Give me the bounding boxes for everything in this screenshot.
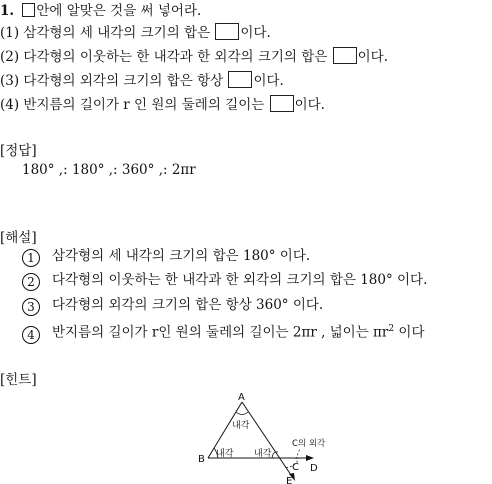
answer-blank[interactable] xyxy=(333,47,357,64)
explanation-text: 다각형의 이웃하는 한 내각과 한 외각의 크기의 합은 180° 이다. xyxy=(52,272,428,288)
answer-blank[interactable] xyxy=(270,95,294,112)
angle-arc-a xyxy=(236,412,248,415)
answer-header: [정답] xyxy=(0,143,37,159)
circled-number: 2 xyxy=(22,273,40,291)
exterior-leader xyxy=(296,448,300,459)
label-e: E xyxy=(286,476,293,484)
explanation-item-1 xyxy=(22,247,310,267)
item-text: (2) 다각형의 이웃하는 한 내각과 한 외각의 크기의 합은 xyxy=(0,49,328,65)
explanation-text: 다각형의 외각의 크기의 합은 항상 360° 이다. xyxy=(52,297,324,313)
explanation-text: 반지름의 길이가 r인 원의 둘레의 길이는 2πr , 넓이는 πr xyxy=(52,324,389,341)
circled-number: 3 xyxy=(22,298,40,316)
answer-blank[interactable] xyxy=(215,23,239,40)
label-d: D xyxy=(310,463,318,474)
label-b: B xyxy=(198,454,205,465)
explanation-text-end: 이다 xyxy=(394,324,425,341)
item-suffix: 이다. xyxy=(253,73,284,89)
blank-box xyxy=(22,3,35,17)
label-c: C xyxy=(292,462,299,473)
problem-item-3 xyxy=(0,71,284,90)
label-inner-right: 내각 xyxy=(254,449,272,459)
problem-item-2 xyxy=(0,47,388,66)
label-exterior: C의 외각 xyxy=(292,439,326,449)
item-text: (3) 다각형의 외각의 크기의 합은 항상 xyxy=(0,73,224,89)
explanation-item-2 xyxy=(22,271,427,291)
triangle-diagram xyxy=(0,392,492,484)
problem-number: 1. xyxy=(0,3,15,19)
item-suffix: 이다. xyxy=(294,97,325,113)
label-inner-top: 내각 xyxy=(232,421,250,431)
problem-title xyxy=(0,2,201,20)
explanation-text: 삼각형의 세 내각의 크기의 합은 180° 이다. xyxy=(52,248,311,264)
item-text: (4) 반지름의 길이가 r 인 원의 둘레의 길이는 xyxy=(0,97,265,113)
label-a: A xyxy=(238,392,245,403)
answer-text: 180° ,: 180° ,: 360° ,: 2πr xyxy=(22,162,196,178)
answer-blank[interactable] xyxy=(228,71,252,88)
circled-number: 1 xyxy=(22,249,40,267)
explanation-item-3 xyxy=(22,296,323,316)
item-suffix: 이다. xyxy=(240,25,271,41)
problem-item-1 xyxy=(0,23,271,42)
item-suffix: 이다. xyxy=(357,49,388,65)
item-text: (1) 삼각형의 세 내각의 크기의 합은 xyxy=(0,25,211,41)
problem-item-4 xyxy=(0,95,325,114)
circled-number: 4 xyxy=(22,326,40,344)
arrowhead-d xyxy=(306,455,314,461)
superscript: 2 xyxy=(388,324,395,334)
hint-header: [힌트] xyxy=(0,372,37,388)
label-inner-left: 내각 xyxy=(216,449,234,459)
problem-instruction: 안에 알맞은 것을 써 넣어라. xyxy=(36,3,202,19)
side-ac xyxy=(242,402,293,478)
explanation-item-4 xyxy=(22,320,425,344)
explanation-header: [해설] xyxy=(0,230,37,246)
